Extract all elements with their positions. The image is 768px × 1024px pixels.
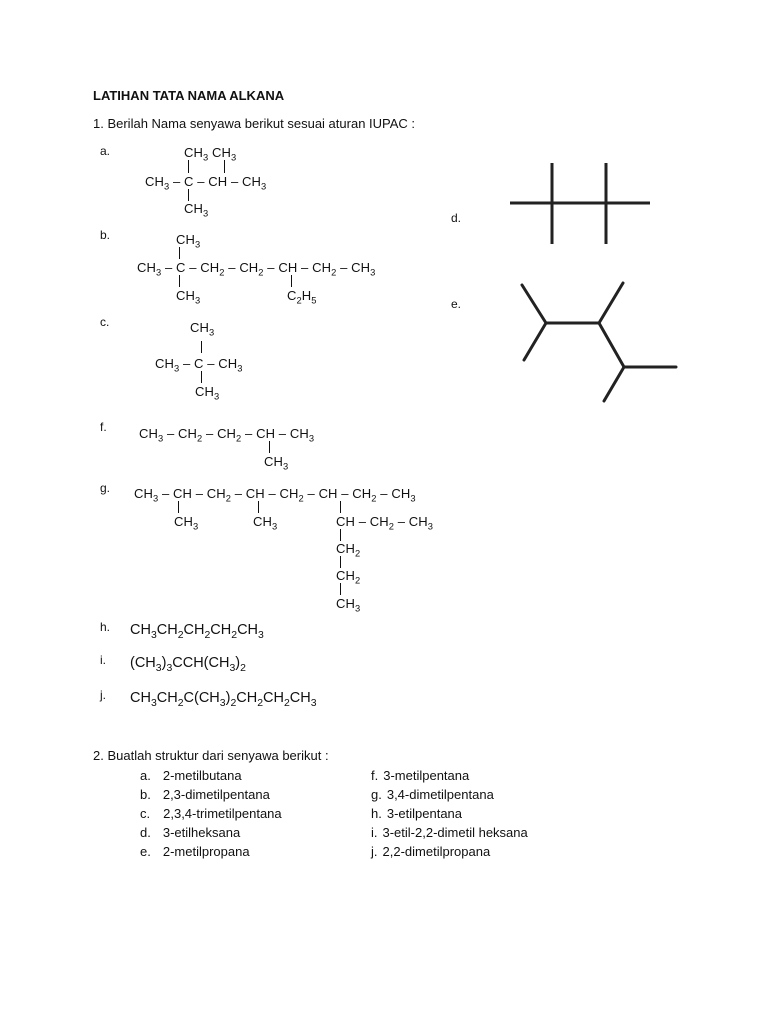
task-name: 3-etil-2,2-dimetil heksana <box>382 825 528 840</box>
formula-h: $CH_3CH_2CH_2CH_2CH_3$ <box>130 622 264 641</box>
task-letter: b. <box>140 787 151 802</box>
bond-line <box>178 501 179 513</box>
structure-b-bottom-1: $CH_3$ <box>176 288 201 306</box>
task-letter: a. <box>140 768 151 783</box>
question-2-text: 2. Buatlah struktur dari senyawa berikut : <box>93 748 329 763</box>
label-g: g. <box>100 481 111 495</box>
structure-a-main: $CH_3$ – C – CH – $CH_3$ <box>145 174 267 192</box>
structure-g-main: $CH_3$ – CH – $CH_2$ – CH – $CH_2$ – CH – $CH_2 - CH_3$ <box>134 486 416 504</box>
task-letter: d. <box>140 825 151 840</box>
task-letter: h. <box>371 806 382 821</box>
task-name: 3-etilpentana <box>386 806 463 821</box>
structure-a-bottom: $CH_3$ <box>184 201 209 219</box>
task-item <box>140 768 242 783</box>
structure-a-top: $CH_3$ $CH_3$ <box>184 145 237 163</box>
structure-f-bottom: $CH_3$ <box>264 454 289 472</box>
task-name: 2-metilbutana <box>162 768 242 783</box>
label-a: a. <box>100 144 111 158</box>
bond-line <box>179 275 180 287</box>
bond-line <box>258 501 259 513</box>
page-title: LATIHAN TATA NAMA ALKANA <box>93 88 285 103</box>
task-letter: c. <box>140 806 151 821</box>
bond-line <box>340 501 341 513</box>
label-c: c. <box>100 315 110 329</box>
task-item <box>140 825 240 840</box>
task-item <box>140 787 270 802</box>
structure-c-main: $CH_3$ – C – $CH_3$ <box>155 356 243 374</box>
task-name: 2,3-dimetilpentana <box>162 787 270 802</box>
task-name: 2,3,4-trimetilpentana <box>163 806 282 821</box>
task-item <box>371 825 528 840</box>
task-name: 2,2-dimetilpropana <box>382 844 491 859</box>
label-i: i. <box>100 653 106 667</box>
task-name: 3-etilheksana <box>162 825 241 840</box>
task-name: 2-metilpropana <box>162 844 250 859</box>
bond-line <box>269 441 270 453</box>
task-item <box>371 768 469 783</box>
label-j: j. <box>100 688 106 702</box>
label-f: f. <box>100 420 107 434</box>
bond-line <box>340 583 341 595</box>
structure-c-top: $CH_3$ <box>190 320 215 338</box>
task-name: 3,4-dimetilpentana <box>386 787 494 802</box>
bond-line <box>188 160 189 173</box>
task-item <box>140 844 250 859</box>
task-letter: g. <box>371 787 382 802</box>
structure-g-sub-2: $CH_3$ <box>253 514 278 532</box>
formula-j: $CH_3CH_2C(CH_3)_2CH_2CH_2CH_3$ <box>130 690 317 709</box>
formula-i: $(CH_3)_3CCH(CH_3)_2$ <box>130 655 246 674</box>
bond-line <box>340 556 341 568</box>
skeletal-structure-e <box>515 280 685 408</box>
task-item <box>371 844 490 859</box>
question-1-text: 1. Berilah Nama senyawa berikut sesuai aturan IUPAC : <box>93 116 416 131</box>
bond-line <box>201 371 202 383</box>
structure-b-main: $CH_3$ – C – $CH_2 - CH_2$ – CH – $CH_2 - CH_3$ <box>137 260 376 278</box>
structure-g-chain-2: $CH_2$ <box>336 568 361 586</box>
structure-b-top: $CH_3$ <box>176 232 201 250</box>
task-letter: j. <box>371 844 378 859</box>
structure-g-branch: CH – $CH_2 - CH_3$ <box>336 514 434 532</box>
task-letter: e. <box>140 844 151 859</box>
structure-g-chain-3: $CH_3$ <box>336 596 361 614</box>
bond-line <box>179 247 180 259</box>
label-b: b. <box>100 228 111 242</box>
structure-c-bottom: $CH_3$ <box>195 384 220 402</box>
structure-g-sub-1: $CH_3$ <box>174 514 199 532</box>
task-item <box>371 806 462 821</box>
task-item <box>140 806 282 821</box>
bond-line <box>224 160 225 173</box>
bond-line <box>291 275 292 287</box>
bond-line <box>340 529 341 541</box>
task-name: 3-metilpentana <box>383 768 470 783</box>
structure-f-main: $CH_3 - CH_2 - CH_2$ – CH – $CH_3$ <box>139 426 315 444</box>
label-d: d. <box>451 211 462 225</box>
structure-b-bottom-2: $C_2H_5$ <box>287 288 317 306</box>
structure-g-chain-1: $CH_2$ <box>336 541 361 559</box>
task-item <box>371 787 494 802</box>
task-letter: f. <box>371 768 379 783</box>
bond-line <box>201 341 202 353</box>
label-e: e. <box>451 297 462 311</box>
skeletal-structure-d <box>505 160 655 250</box>
bond-line <box>188 189 189 201</box>
label-h: h. <box>100 620 111 634</box>
task-letter: i. <box>371 825 378 840</box>
